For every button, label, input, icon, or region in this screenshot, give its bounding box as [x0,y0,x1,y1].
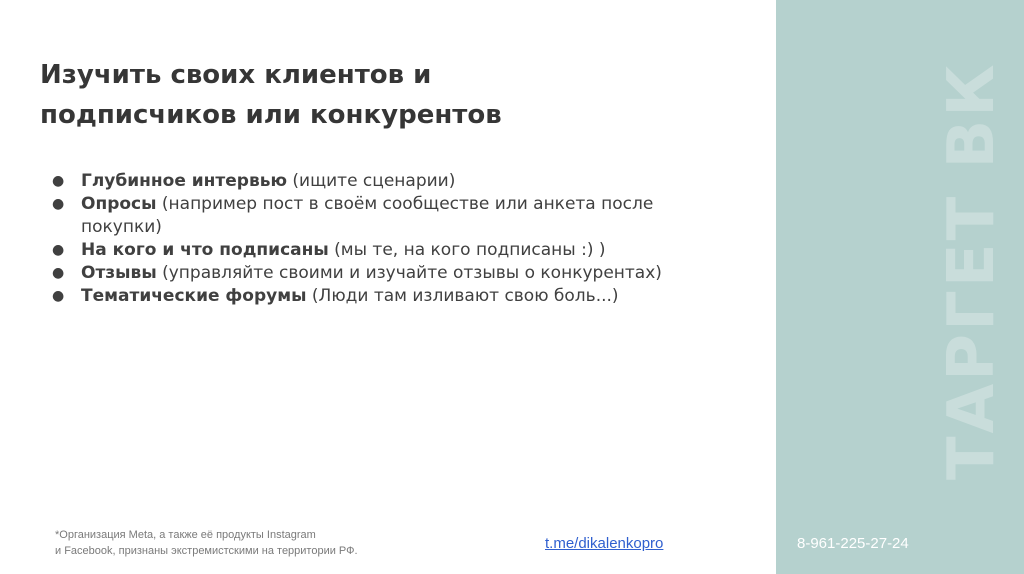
phone-number: 8-961-225-27-24 [797,535,909,552]
footnote-line-2: и Facebook, признаны экстремистскими на территории РФ. [55,545,358,557]
bullet-bold: Опросы [81,194,157,214]
bullet-bold: Отзывы [81,263,157,283]
title-line-1: Изучить своих клиентов и [40,60,432,90]
bullet-text: (ищите сценарии) [287,171,456,191]
bullet-list [50,170,670,308]
bullet-text: (мы те, на кого подписаны :) ) [328,240,606,260]
page-title [40,55,720,135]
footnote-line-1: *Организация Meta, а также её продукты Instagram [55,529,316,541]
footnote [55,527,358,559]
telegram-link[interactable]: t.me/dikalenkopro [545,535,664,552]
bullet-icon: ● [52,242,65,258]
bullet-icon: ● [52,265,65,281]
bullet-icon: ● [52,288,65,304]
bullet-icon: ● [52,196,65,212]
bullet-bold: На кого и что подписаны [81,240,329,260]
list-item [50,262,670,285]
bullet-text: (управляйте своими и изучайте отзывы о конкурентах) [156,263,662,283]
bullet-bold: Тематические форумы [81,286,307,306]
list-item [50,239,670,262]
bullet-text: (например пост в своём сообществе или анкета после покупки) [81,194,654,237]
list-item [50,285,670,308]
title-line-2: подписчиков или конкурентов [40,100,502,130]
list-item [50,170,670,193]
bullet-icon: ● [52,173,65,189]
bullet-bold: Глубинное интервью [81,171,288,191]
side-title: ТАРГЕТ ВК [935,61,1009,480]
list-item [50,193,670,239]
bullet-text: (Люди там изливают свою боль...) [306,286,619,306]
